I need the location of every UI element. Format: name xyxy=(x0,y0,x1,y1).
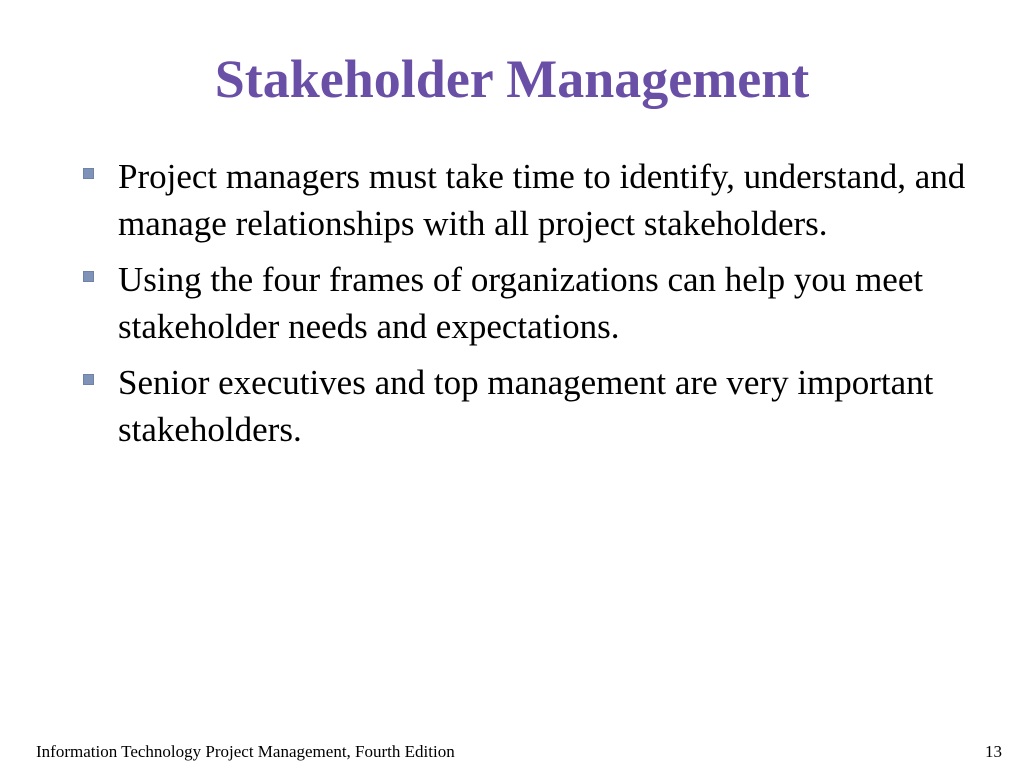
square-bullet-icon xyxy=(83,168,94,179)
bullet-item xyxy=(80,154,980,247)
square-bullet-icon xyxy=(83,374,94,385)
bullet-text: Using the four frames of organizations can help you meet stakeholder needs and expectations. xyxy=(118,260,924,346)
bullet-text: Senior executives and top management are very important stakeholders. xyxy=(118,363,934,449)
slide-title: Stakeholder Management xyxy=(214,49,810,109)
bullet-item xyxy=(80,257,980,350)
square-bullet-icon xyxy=(83,271,94,282)
footer-text: Information Technology Project Management, Fourth Edition xyxy=(36,742,455,761)
bullet-list xyxy=(80,154,980,463)
bullet-text: Project managers must take time to identify, understand, and manage relationships with all project stakeholders. xyxy=(118,157,966,243)
bullet-item xyxy=(80,360,980,453)
page-number: 13 xyxy=(985,742,1002,761)
